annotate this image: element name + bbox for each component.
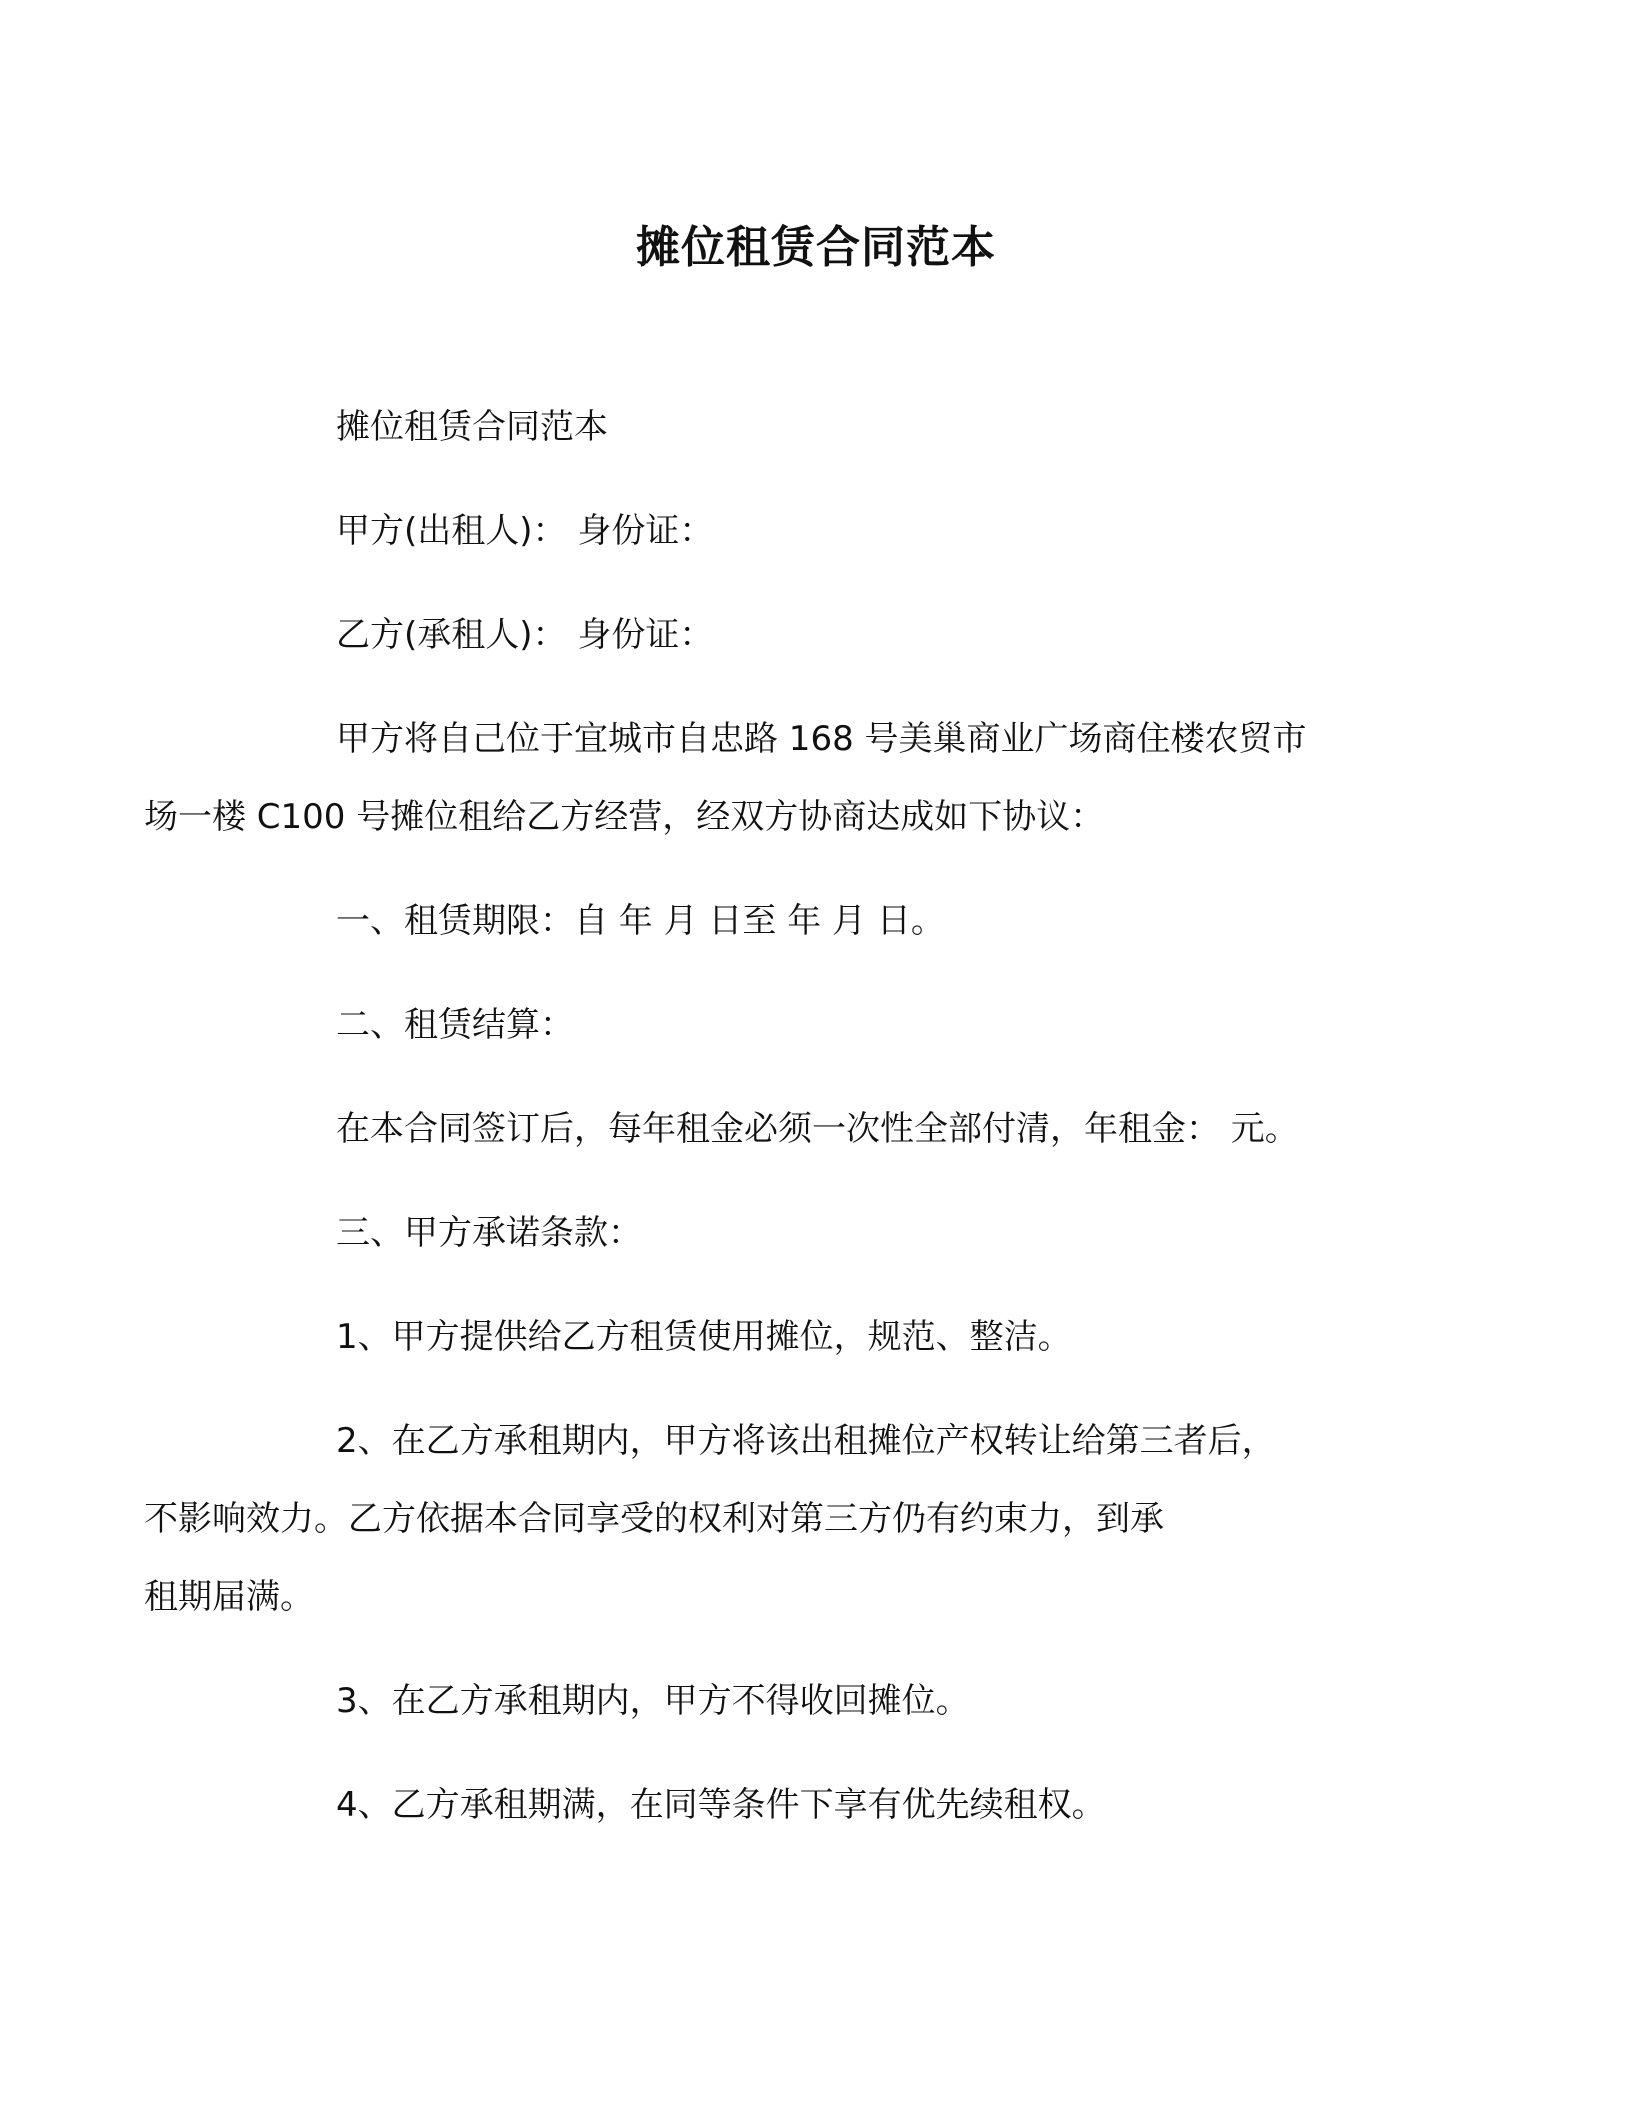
paragraph-line: 一、租赁期限：自 年 月 日至 年 月 日。	[336, 901, 945, 941]
paragraph-line: 租期届满。	[144, 1577, 314, 1617]
paragraph-line: 甲方(出租人)： 身份证：	[336, 511, 714, 551]
document-body	[144, 388, 1392, 1870]
paragraph-preamble	[144, 700, 1392, 856]
paragraph-settlement-heading	[240, 986, 1392, 1064]
document-title: 摊位租赁合同范本	[636, 222, 996, 273]
paragraph-clause-1	[240, 1298, 1392, 1376]
paragraph-line: 在本合同签订后，每年租金必须一次性全部付清，年租金： 元。	[336, 1109, 1299, 1149]
paragraph-line: 二、租赁结算：	[336, 1005, 574, 1045]
paragraph-line: 2、在乙方承租期内，甲方将该出租摊位产权转让给第三者后，	[336, 1421, 1276, 1461]
paragraph-line: 3、在乙方承租期内，甲方不得收回摊位。	[336, 1681, 970, 1721]
paragraph-lease-term	[240, 882, 1392, 960]
paragraph-clause-4	[240, 1766, 1392, 1844]
paragraph-line: 三、甲方承诺条款：	[336, 1213, 642, 1253]
paragraph-line: 甲方将自己位于宜城市自忠路 168 号美巢商业广场商住楼农贸市	[336, 719, 1307, 759]
paragraph-party-a	[240, 492, 1392, 570]
paragraph-clause-2	[144, 1402, 1392, 1636]
paragraph-party-b	[240, 596, 1392, 674]
paragraph-line: 乙方(承租人)： 身份证：	[336, 615, 714, 655]
paragraph-subtitle	[240, 388, 1392, 466]
paragraph-line: 场一楼 C100 号摊位租给乙方经营，经双方协商达成如下协议：	[144, 797, 1105, 837]
paragraph-clause-3	[240, 1662, 1392, 1740]
paragraph-settlement	[240, 1090, 1392, 1168]
paragraph-line: 摊位租赁合同范本	[336, 407, 608, 447]
paragraph-commitments-heading	[240, 1194, 1392, 1272]
paragraph-line: 不影响效力。乙方依据本合同享受的权利对第三方仍有约束力，到承	[144, 1499, 1164, 1539]
paragraph-line: 4、乙方承租期满，在同等条件下享有优先续租权。	[336, 1785, 1106, 1825]
paragraph-line: 1、甲方提供给乙方租赁使用摊位，规范、整洁。	[336, 1317, 1072, 1357]
